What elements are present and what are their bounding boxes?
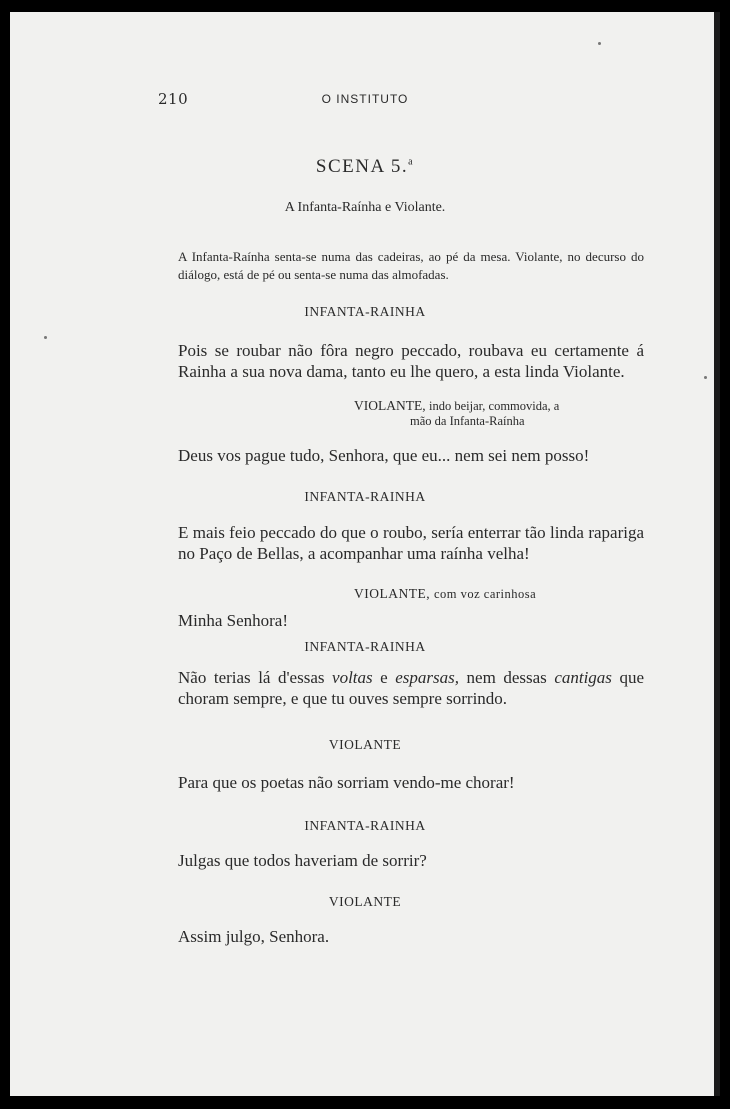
- speech-text: Julgas que todos haveriam de sorrir?: [178, 851, 427, 870]
- stage-direction-inline: com voz carinhosa: [433, 587, 537, 601]
- running-head: O INSTITUTO: [321, 92, 409, 106]
- speech-fragment: nem dessas: [459, 668, 555, 687]
- speech-italic: esparsas,: [395, 668, 460, 687]
- speaker-label: VIOLANTE: [328, 894, 402, 909]
- paper-speck: [598, 42, 601, 45]
- scene-title-text: SCENA 5.: [315, 156, 409, 177]
- speaker-label: INFANTA-RAINHA: [304, 639, 426, 654]
- stage-direction-inline-cont: mão da Infanta-Raínha: [410, 414, 525, 428]
- speaker-label: INFANTA-RAINHA: [304, 304, 426, 319]
- speech-italic: cantigas: [554, 668, 612, 687]
- speaker-label: VIOLANTE,: [354, 586, 431, 601]
- speaker-label: VIOLANTE: [328, 737, 402, 752]
- paper-speck: [704, 376, 707, 379]
- scene-title: [10, 156, 720, 178]
- page-number: 210: [158, 90, 189, 108]
- page: [10, 12, 720, 1096]
- speaker-with-direction: [354, 586, 536, 602]
- speech-text: Minha Senhora!: [178, 611, 289, 630]
- speaker-label: VIOLANTE,: [354, 398, 426, 413]
- speech-text: [178, 667, 644, 709]
- speech-fragment: Não terias lá d'essas: [178, 668, 333, 687]
- speech-text: Deus vos pague tudo, Senhora, que eu... nem sei nem posso!: [178, 446, 590, 465]
- speech-italic: voltas: [332, 668, 373, 687]
- paper-speck: [44, 336, 47, 339]
- speaker-with-direction: [354, 398, 644, 429]
- speech-fragment: que choram sempre, e que tu ouves sempre sorrindo.: [178, 668, 644, 708]
- speech-text: E mais feio peccado do que o roubo, sería enterrar tão linda rapariga no Paço de Bellas, a acompanhar uma raínha velha!: [178, 523, 644, 563]
- stage-direction: A Infanta-Raínha senta-se numa das cadeiras, ao pé da mesa. Violante, no decurso do diálogo, está de pé ou senta-se numa das almofadas.: [178, 249, 644, 282]
- speech-text: Para que os poetas não sorriam vendo-me chorar!: [178, 773, 515, 792]
- stage-direction-inline: indo beijar, commovida, a: [428, 399, 560, 413]
- speech-text: Assim julgo, Senhora.: [178, 927, 330, 946]
- speech-fragment: e: [372, 668, 396, 687]
- speaker-label: INFANTA-RAINHA: [304, 818, 426, 833]
- speaker-label: INFANTA-RAINHA: [304, 489, 426, 504]
- speech-text: Pois se roubar não fôra negro peccado, roubava eu certamente á Rainha a sua nova dama, tanto eu lhe quero, a esta linda Violante.: [178, 341, 644, 381]
- scene-title-sup: a: [408, 156, 415, 168]
- scene-subtitle: A Infanta-Raínha e Violante.: [284, 200, 446, 215]
